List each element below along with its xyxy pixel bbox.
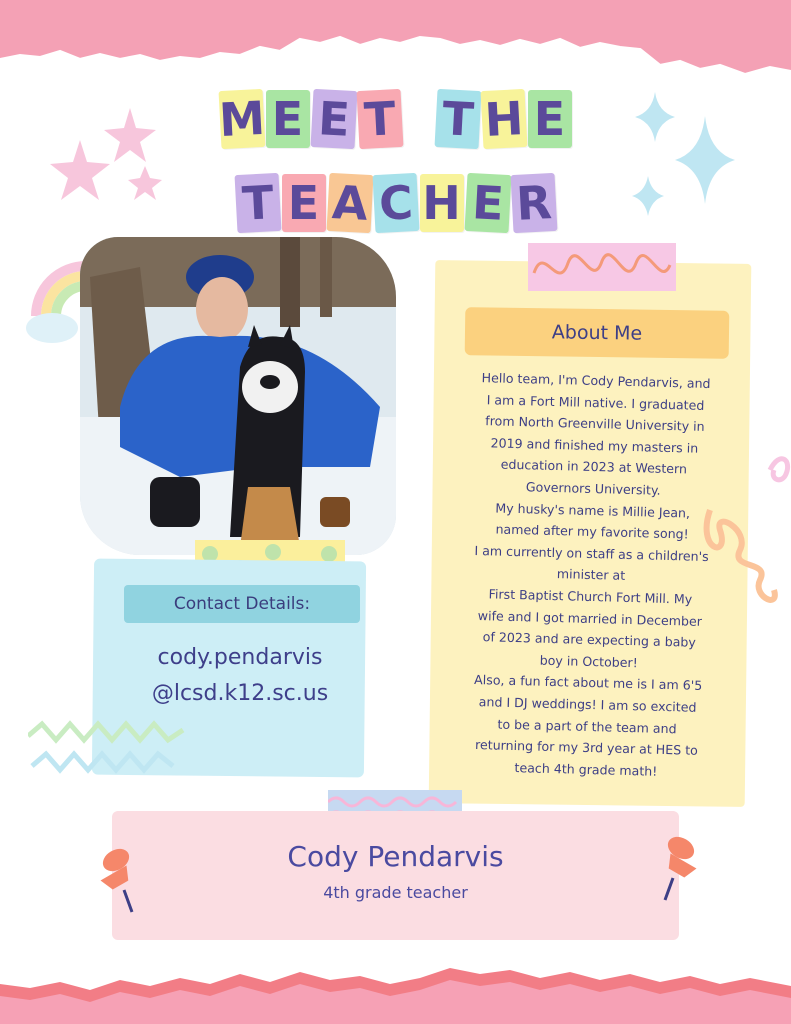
scribble-tape <box>528 243 676 295</box>
about-line: I am currently on staff as a children's <box>474 542 709 564</box>
title-letter: H <box>420 174 464 232</box>
title-letter <box>404 90 434 148</box>
teacher-photo <box>80 237 396 555</box>
title-letter: E <box>282 174 326 232</box>
bottom-torn-border <box>0 960 791 1024</box>
title-letter: E <box>266 90 310 148</box>
contact-email[interactable] <box>120 640 360 712</box>
about-heading: About Me <box>465 307 730 359</box>
about-line: minister at <box>556 566 626 584</box>
about-line: returning for my 3rd year at HES to <box>474 737 699 758</box>
title-letter: E <box>528 90 572 148</box>
teacher-name: Cody Pendarvis <box>287 840 504 873</box>
about-line: Governors University. <box>525 479 661 498</box>
name-card <box>112 811 679 940</box>
pushpin-right-icon <box>645 830 705 908</box>
title-letter: E <box>464 173 511 233</box>
title-letter: T <box>356 89 403 149</box>
about-line: 2019 and finished my masters in <box>490 435 699 456</box>
title-letter: T <box>234 173 281 233</box>
title-letter: E <box>310 89 357 149</box>
title-letter: T <box>434 89 481 149</box>
about-text <box>441 366 742 784</box>
teacher-role: 4th grade teacher <box>323 883 468 902</box>
top-torn-border <box>0 0 791 80</box>
title-line-2 <box>0 174 791 232</box>
about-line: Hello team, I'm Cody Pendarvis, and <box>481 370 711 392</box>
about-line: boy in October! <box>539 652 638 670</box>
contact-heading: Contact Details: <box>124 585 360 623</box>
title-letter: H <box>480 89 527 149</box>
about-line: teach 4th grade math! <box>514 759 658 779</box>
title-letter: A <box>326 173 373 233</box>
about-line: My husky's name is Millie Jean, <box>495 500 691 521</box>
about-line: wife and I got married in December <box>477 607 703 629</box>
zigzag-decoration <box>28 714 188 798</box>
title-letter: C <box>372 173 419 233</box>
about-line: I am a Fort Mill native. I graduated <box>486 391 705 413</box>
pushpin-left-icon <box>92 842 152 920</box>
title-line-1 <box>0 90 791 148</box>
about-line: Also, a fun fact about me is I am 6'5 <box>473 672 703 694</box>
squiggle-decoration <box>700 440 791 624</box>
email-line-2: @lcsd.k12.sc.us <box>151 681 329 706</box>
about-line: to be a part of the team and <box>497 716 677 736</box>
about-line: from North Greenville University in <box>485 413 705 435</box>
about-line: of 2023 and are expecting a baby <box>482 629 697 650</box>
title-letter: R <box>510 173 557 233</box>
about-line: and I DJ weddings! I am so excited <box>478 694 697 715</box>
about-line: named after my favorite song! <box>495 521 689 542</box>
about-line: First Baptist Church Fort Mill. My <box>488 586 693 607</box>
about-line: education in 2023 at Western <box>500 456 688 477</box>
title-letter: M <box>217 90 266 148</box>
email-line-1: cody.pendarvis <box>157 645 323 670</box>
